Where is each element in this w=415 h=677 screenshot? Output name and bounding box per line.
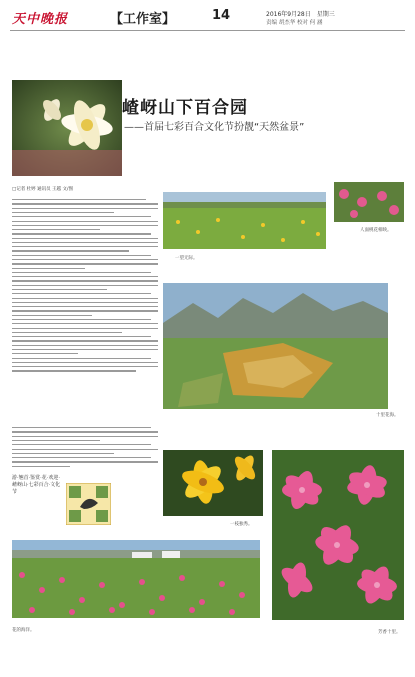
caption-aerial: 十里花海。 [376, 413, 399, 418]
aerial-photo [163, 283, 388, 409]
caption-pink-top: 人面桃花相映。 [360, 228, 392, 233]
caption-bottom-field: 花的海洋。 [12, 628, 35, 633]
editor-credits: 责编 胡杰华 校对 何 涵 [266, 20, 323, 26]
pink-lily-photo [272, 450, 404, 620]
lily-photo-top [12, 80, 122, 176]
byline: □记者 杜婷 通讯员 王越 文/图 [12, 187, 73, 192]
body-text-lower [12, 424, 158, 470]
section-title: 【工作室】 [110, 12, 176, 27]
caption-pink-lily: 芳香十里。 [378, 630, 401, 635]
side-column-text: 游·翘首·鉴赏·花·欢迎·嵖岈山·七彩百合·文化节 [12, 475, 61, 495]
paper-name: 天中晚报 [12, 12, 69, 27]
yellow-lily-photo [163, 450, 263, 516]
caption-yellow-lily: 一枝独秀。 [230, 522, 253, 527]
subheadline: ——首届七彩百合文化节扮靓“天然盆景” [124, 122, 305, 133]
caption-field-top: 一望无际。 [175, 256, 198, 261]
page-number: 14 [212, 8, 231, 23]
festival-stamp [66, 483, 111, 525]
body-text-column [12, 196, 158, 375]
masthead [0, 0, 415, 38]
bottom-field-photo [12, 540, 260, 618]
headline: 嵖岈山下百合园 [122, 98, 248, 118]
issue-date: 2016年9月28日 星期三 [266, 11, 335, 18]
field-photo-top [163, 192, 326, 249]
pink-lily-photo-top [334, 182, 404, 222]
masthead-rule [10, 30, 405, 31]
